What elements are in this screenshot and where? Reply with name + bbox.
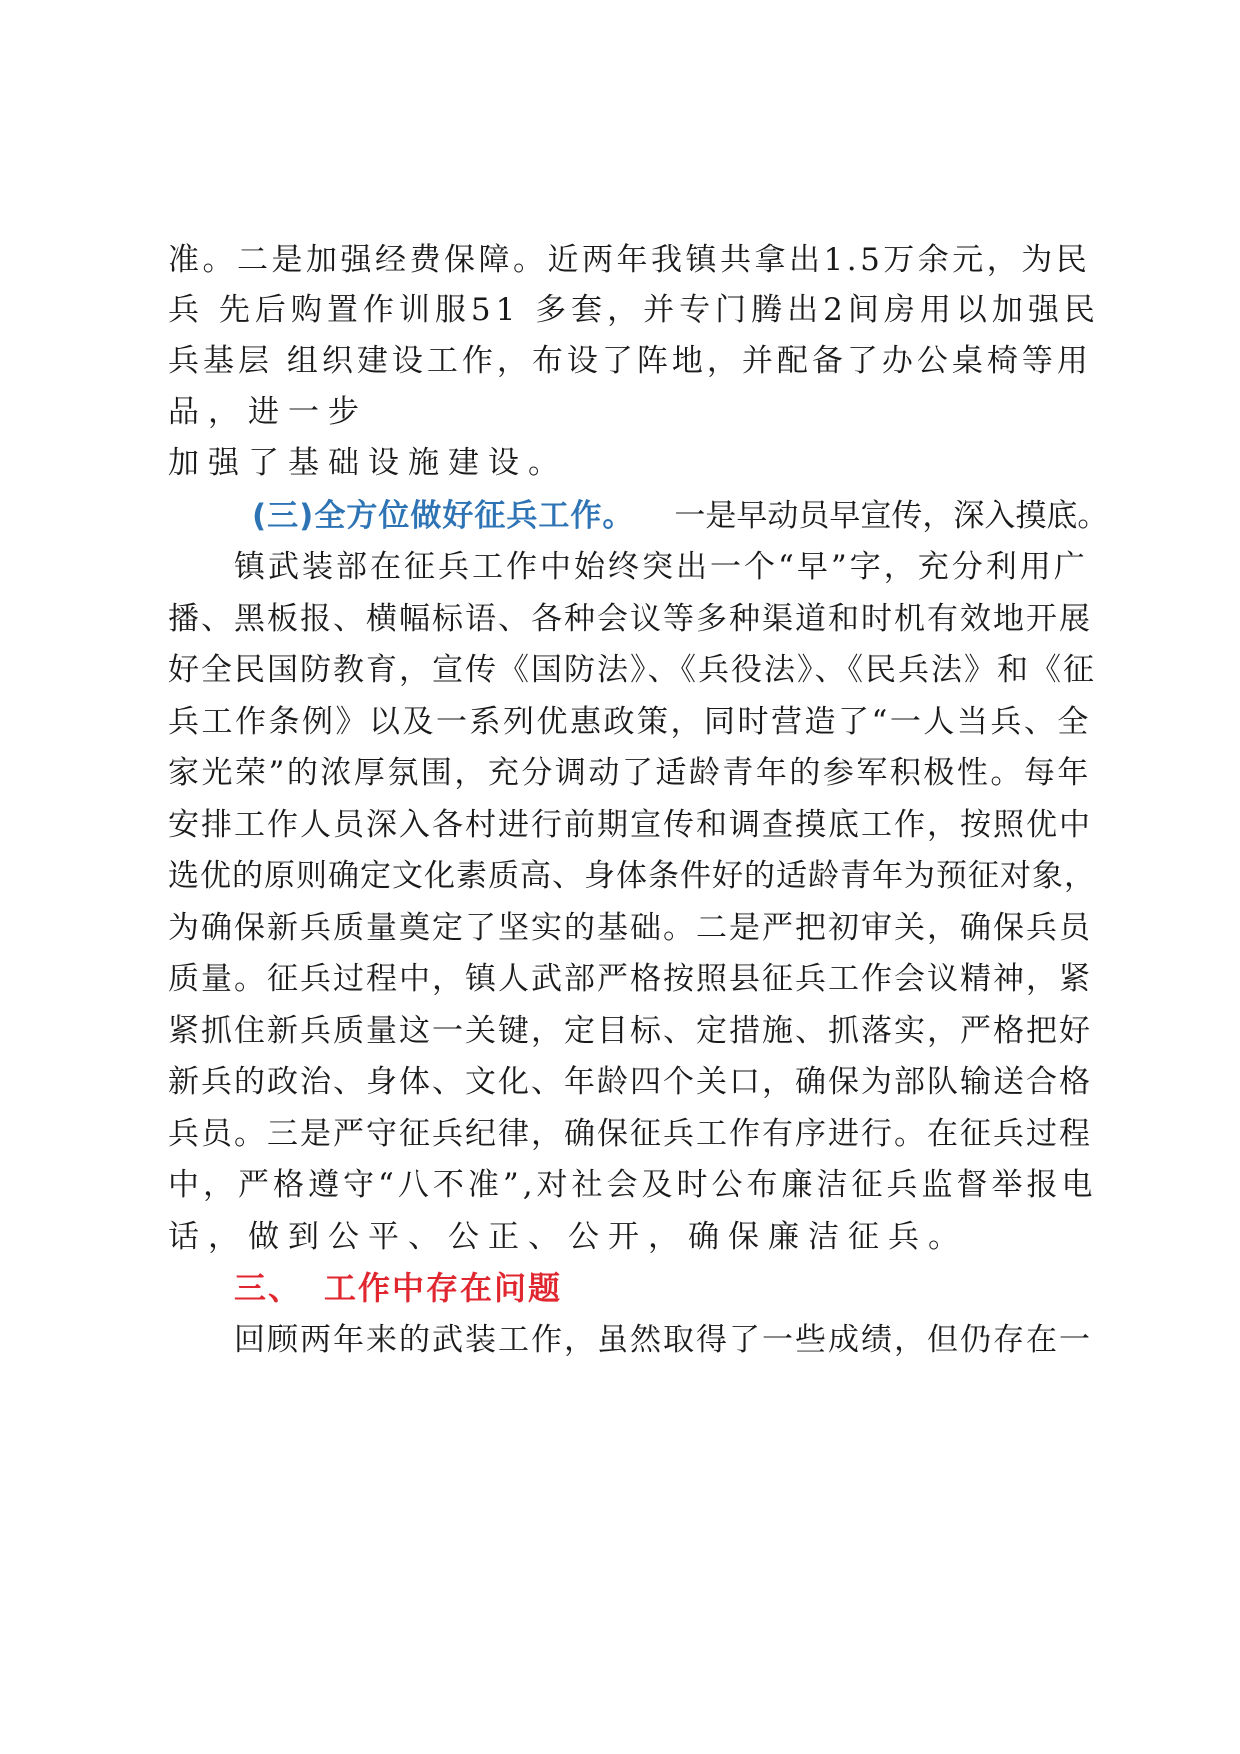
paragraph-line: 回顾两年来的武装工作，虽然取得了一些成绩，但仍存在一	[234, 1322, 1092, 1358]
paragraph-line: 品，进一步	[168, 394, 368, 430]
paragraph-line: 兵 先后购置作训服51 多套，并专门腾出2间房用以加强民	[168, 292, 1100, 328]
paragraph-line: 为确保新兵质量奠定了坚实的基础。二是严把初审关，确保兵员	[168, 910, 1092, 946]
paragraph-line: 话，做到公平、公正、公开，确保廉洁征兵。	[168, 1219, 968, 1255]
paragraph-line: 加强了基础设施建设。	[168, 445, 568, 481]
paragraph-line: 安排工作人员深入各村进行前期宣传和调查摸底工作，按照优中	[168, 807, 1092, 843]
paragraph-line: 中，严格遵守“八不准”,对社会及时公布廉洁征兵监督举报电	[168, 1167, 1097, 1203]
paragraph-line: 紧抓住新兵质量这一关键，定目标、定措施、抓落实，严格把好	[168, 1013, 1092, 1049]
section-heading-tail: 一是早动员早宣传，深入摸底。	[674, 498, 1109, 534]
paragraph-line: 选优的原则确定文化素质高、身体条件好的适龄青年为预征对象，	[168, 858, 1096, 894]
section-heading-row	[252, 496, 1108, 536]
paragraph-line: 镇武装部在征兵工作中始终突出一个“早”字，充分利用广	[234, 549, 1088, 585]
section-number: 三、	[234, 1269, 303, 1307]
paragraph-line: 新兵的政治、身体、文化、年龄四个关口，确保为部队输送合格	[168, 1064, 1092, 1100]
section-three-heading-row	[234, 1268, 562, 1309]
paragraph-line: 兵员。三是严守征兵纪律，确保征兵工作有序进行。在征兵过程	[168, 1116, 1092, 1152]
paragraph-line: 兵工作条例》以及一系列优惠政策，同时营造了“一人当兵、全	[168, 704, 1091, 740]
paragraph-line: 好全民国防教育，宣传《国防法》、《兵役法》、《民兵法》和《征	[168, 652, 1096, 688]
section-heading: (三)全方位做好征兵工作。	[252, 498, 635, 534]
paragraph-line: 播、黑板报、横幅标语、各种会议等多种渠道和时机有效地开展	[168, 601, 1092, 637]
paragraph-line: 兵基层 组织建设工作，布设了阵地，并配备了办公桌椅等用	[168, 343, 1092, 379]
paragraph-line: 质量。征兵过程中，镇人武部严格按照县征兵工作会议精神，紧	[168, 961, 1092, 997]
paragraph-line: 家光荣”的浓厚氛围，充分调动了适龄青年的参军积极性。每年	[168, 755, 1091, 791]
section-title: 工作中存在问题	[324, 1269, 563, 1307]
paragraph-line: 准。二是加强经费保障。近两年我镇共拿出1.5万余元，为民	[168, 242, 1091, 278]
